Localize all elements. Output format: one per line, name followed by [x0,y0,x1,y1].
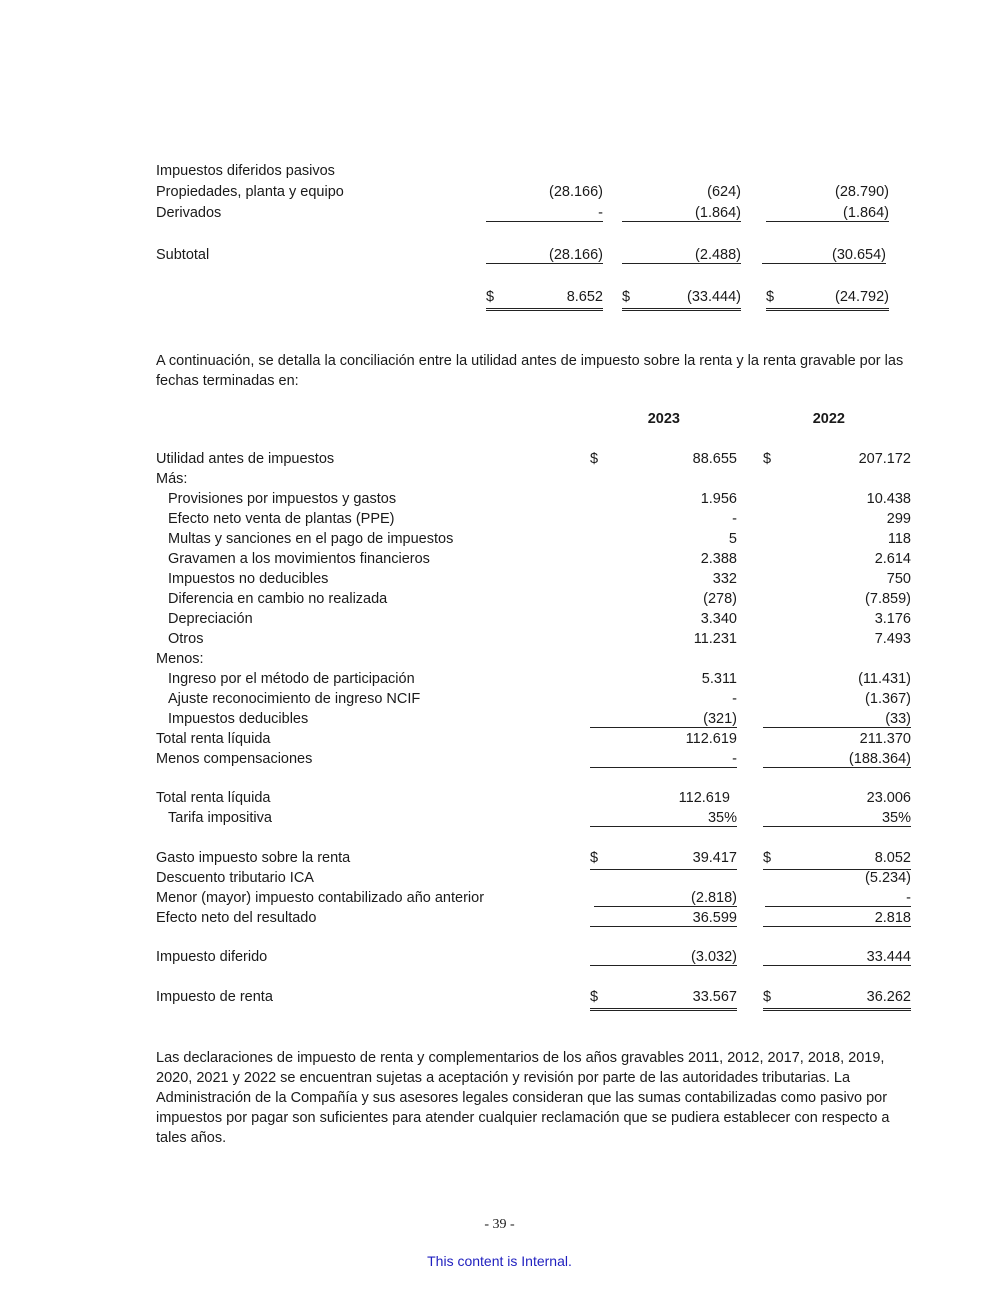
recon-value-2023: 35% [590,810,737,827]
recon-value-2022: 3.176 [874,611,911,627]
page-number: - 39 - [484,1217,515,1232]
recon-row-label: Impuestos no deducibles [168,571,329,587]
recon-row-label: Depreciación [168,611,253,627]
recon-value-2022: 23.006 [866,790,911,806]
currency-sign: $ [590,989,599,1005]
deferred-cell: (2.488) [622,247,741,264]
recon-row-label: Total renta líquida [156,790,271,806]
recon-value-2023: 11.231 [693,631,737,647]
recon-value-2023: 1.956 [700,491,737,507]
recon-row-label: Gravamen a los movimientos financieros [168,551,430,567]
recon-row-label: Diferencia en cambio no realizada [168,591,388,607]
recon-value-2022: 211.370 [859,731,911,747]
recon-row-label: Impuesto diferido [156,949,268,965]
recon-value-2023: (278) [703,591,737,607]
recon-value-2022: (1.367) [865,691,911,707]
recon-row-label: Impuestos deducibles [168,711,309,727]
recon-value-2022: (188.364) [763,751,911,768]
recon-value-2023: (321) [590,711,737,728]
deferred-total-value: (24.792) [834,289,889,305]
recon-row-label: Descuento tributario ICA [156,870,314,886]
recon-cell-2023 [590,989,737,1011]
recon-row-label: Utilidad antes de impuestos [156,451,335,467]
deferred-total-cell [486,289,603,311]
recon-row-label: Impuesto de renta [156,989,273,1005]
recon-value-2022: 10.438 [866,491,911,507]
deferred-cell: (1.864) [766,205,889,222]
deferred-cell: (28.166) [486,247,603,264]
recon-row-label: Menor (mayor) impuesto contabilizado año anterior [156,890,485,906]
column-header-2022: 2022 [812,411,845,427]
recon-value-2023: (3.032) [590,949,737,966]
currency-sign: $ [590,850,599,866]
column-header-2023: 2023 [647,411,680,427]
recon-row-label: Total renta líquida [156,731,271,747]
recon-value: 39.417 [692,850,737,866]
recon-value-2023: 112.619 [685,731,737,747]
recon-value-2022: (7.859) [865,591,911,607]
recon-value-2022: 2.818 [763,910,911,927]
closing-paragraph: Las declaraciones de impuesto de renta y complementarios de los años gravables 2011, 2012, 2017, 2018, 2019, 2020, 2021 y 2022 se encuentran sujetas a aceptación y revisión por parte de las autoridades tributarias. La Administración de la Compañía y sus asesores legales consideran que las sumas contabilizadas como pasivo por impuestos por pagar son suficientes para atender cualquier reclamación que se pudiera establecer con respecto a tales años. [156,1050,890,1146]
recon-value-2022: (5.234) [865,870,911,886]
recon-row-label: Otros [168,631,204,647]
recon-value-2022: (33) [763,711,911,728]
recon-value: 8.052 [874,850,911,866]
classification-footer: This content is Internal. [427,1253,572,1269]
currency-sign: $ [590,451,599,467]
recon-value: 33.567 [692,989,737,1005]
recon-row-label: Ingreso por el método de participación [168,671,415,687]
recon-value-2022: 299 [886,511,911,527]
recon-value-2022: 118 [887,531,911,547]
recon-value-2022: 33.444 [763,949,911,966]
recon-value-2022: - [765,890,911,907]
recon-value-2022: (11.431) [858,671,911,687]
recon-value-2023: 36.599 [590,910,737,927]
recon-value-2023: - [590,751,737,768]
recon-value: 36.262 [866,989,911,1005]
currency-sign: $ [486,289,495,305]
recon-value-2023: - [732,691,737,707]
deferred-row-label: Derivados [156,205,222,221]
recon-value-2023: 112.619 [678,790,730,806]
recon-value: 207.172 [858,451,911,467]
recon-value-2023: 332 [712,571,737,587]
deferred-total-cell [766,289,889,311]
recon-value-2023: (2.818) [594,890,737,907]
recon-row-label: Gasto impuesto sobre la renta [156,850,351,866]
recon-cell-2022 [763,989,911,1011]
recon-row-label: Tarifa impositiva [168,810,272,826]
deferred-total-value: 8.652 [566,289,603,305]
recon-value-2022: 2.614 [874,551,911,567]
recon-row-label: Menos compensaciones [156,751,313,767]
recon-value-2022: 750 [886,571,911,587]
recon-value-2023: 5.311 [701,671,737,687]
recon-row-label: Efecto neto del resultado [156,910,317,926]
recon-cell-2023 [590,850,737,870]
currency-sign: $ [763,850,772,866]
recon-section-label: Más: [156,471,188,487]
deferred-total-cell [622,289,741,311]
recon-value-2022: 35% [763,810,911,827]
recon-row-label: Provisiones por impuestos y gastos [168,491,397,507]
deferred-row-label: Propiedades, planta y equipo [156,184,344,200]
recon-value: 88.655 [692,451,737,467]
deferred-cell: (28.166) [548,184,603,200]
currency-sign: $ [763,451,772,467]
deferred-cell: (30.654) [762,247,886,264]
recon-value-2023: 3.340 [700,611,737,627]
deferred-heading: Impuestos diferidos pasivos [156,163,335,179]
recon-cell-2022 [763,850,911,870]
currency-sign: $ [622,289,631,305]
deferred-cell: - [486,205,603,222]
deferred-cell: (1.864) [622,205,741,222]
recon-value-2023: 2.388 [700,551,737,567]
currency-sign: $ [766,289,775,305]
deferred-subtotal-label: Subtotal [156,247,210,263]
intro-paragraph: A continuación, se detalla la conciliación entre la utilidad antes de impuesto sobre la renta y la renta gravable por las fechas terminadas en: [156,353,904,389]
deferred-total-value: (33.444) [686,289,741,305]
recon-value-2023: - [732,511,737,527]
recon-row-label: Ajuste reconocimiento de ingreso NCIF [168,691,421,707]
deferred-cell: (624) [707,184,741,200]
recon-value-2022: 7.493 [874,631,911,647]
recon-row-label: Efecto neto venta de plantas (PPE) [168,511,395,527]
recon-section-label: Menos: [156,651,204,667]
currency-sign: $ [763,989,772,1005]
recon-row-label: Multas y sanciones en el pago de impuestos [168,531,454,547]
deferred-cell: (28.790) [834,184,889,200]
recon-value-2023: 5 [728,531,737,547]
